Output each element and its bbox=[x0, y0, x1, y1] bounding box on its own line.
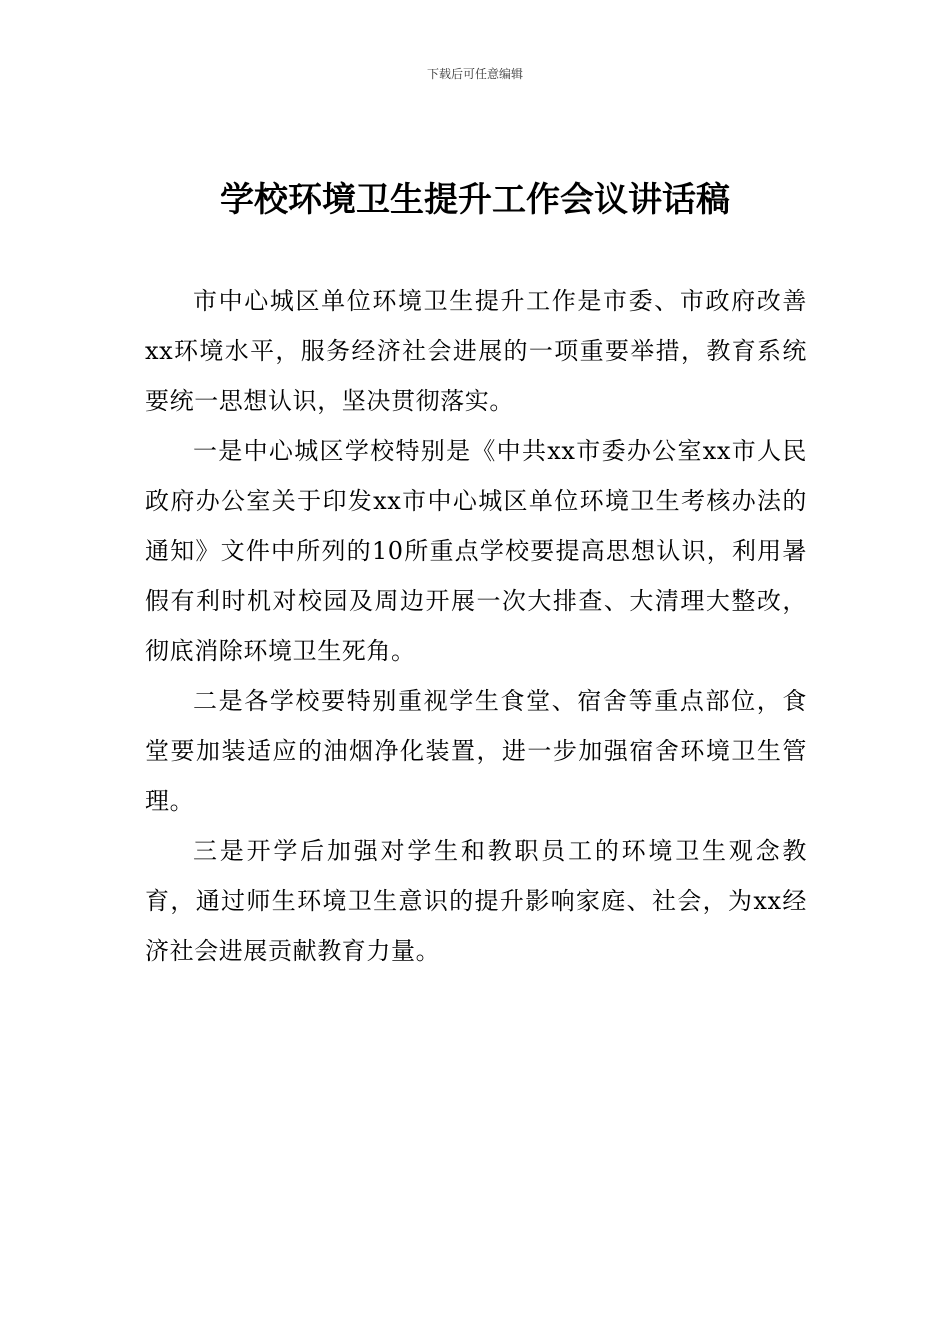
paragraph-point-two: 二是各学校要特别重视学生食堂、宿舍等重点部位，食堂要加装适应的油烟净化装置，进一步加强宿舍环境卫生管理。 bbox=[145, 687, 807, 815]
paragraph-point-three: 三是开学后加强对学生和教职员工的环境卫生观念教育，通过师生环境卫生意识的提升影响家庭、社会，为xx经济社会进展贡献教育力量。 bbox=[145, 837, 807, 965]
header-note: 下载后可任意编辑 bbox=[426, 67, 523, 81]
paragraph-intro: 市中心城区单位环境卫生提升工作是市委、市政府改善xx环境水平，服务经济社会进展的一项重要举措，教育系统要统一思想认识，坚决贯彻落实。 bbox=[145, 287, 807, 415]
document-title: 学校环境卫生提升工作会议讲话稿 bbox=[220, 180, 730, 220]
document-body bbox=[145, 276, 807, 976]
paragraph-point-one: 一是中心城区学校特别是《中共xx市委办公室xx市人民政府办公室关于印发xx市中心城区单位环境卫生考核办法的通知》文件中所列的10所重点学校要提高思想认识，利用暑假有利时机对校园及周边开展一次大排查、大清理大整改，彻底消除环境卫生死角。 bbox=[145, 437, 807, 665]
